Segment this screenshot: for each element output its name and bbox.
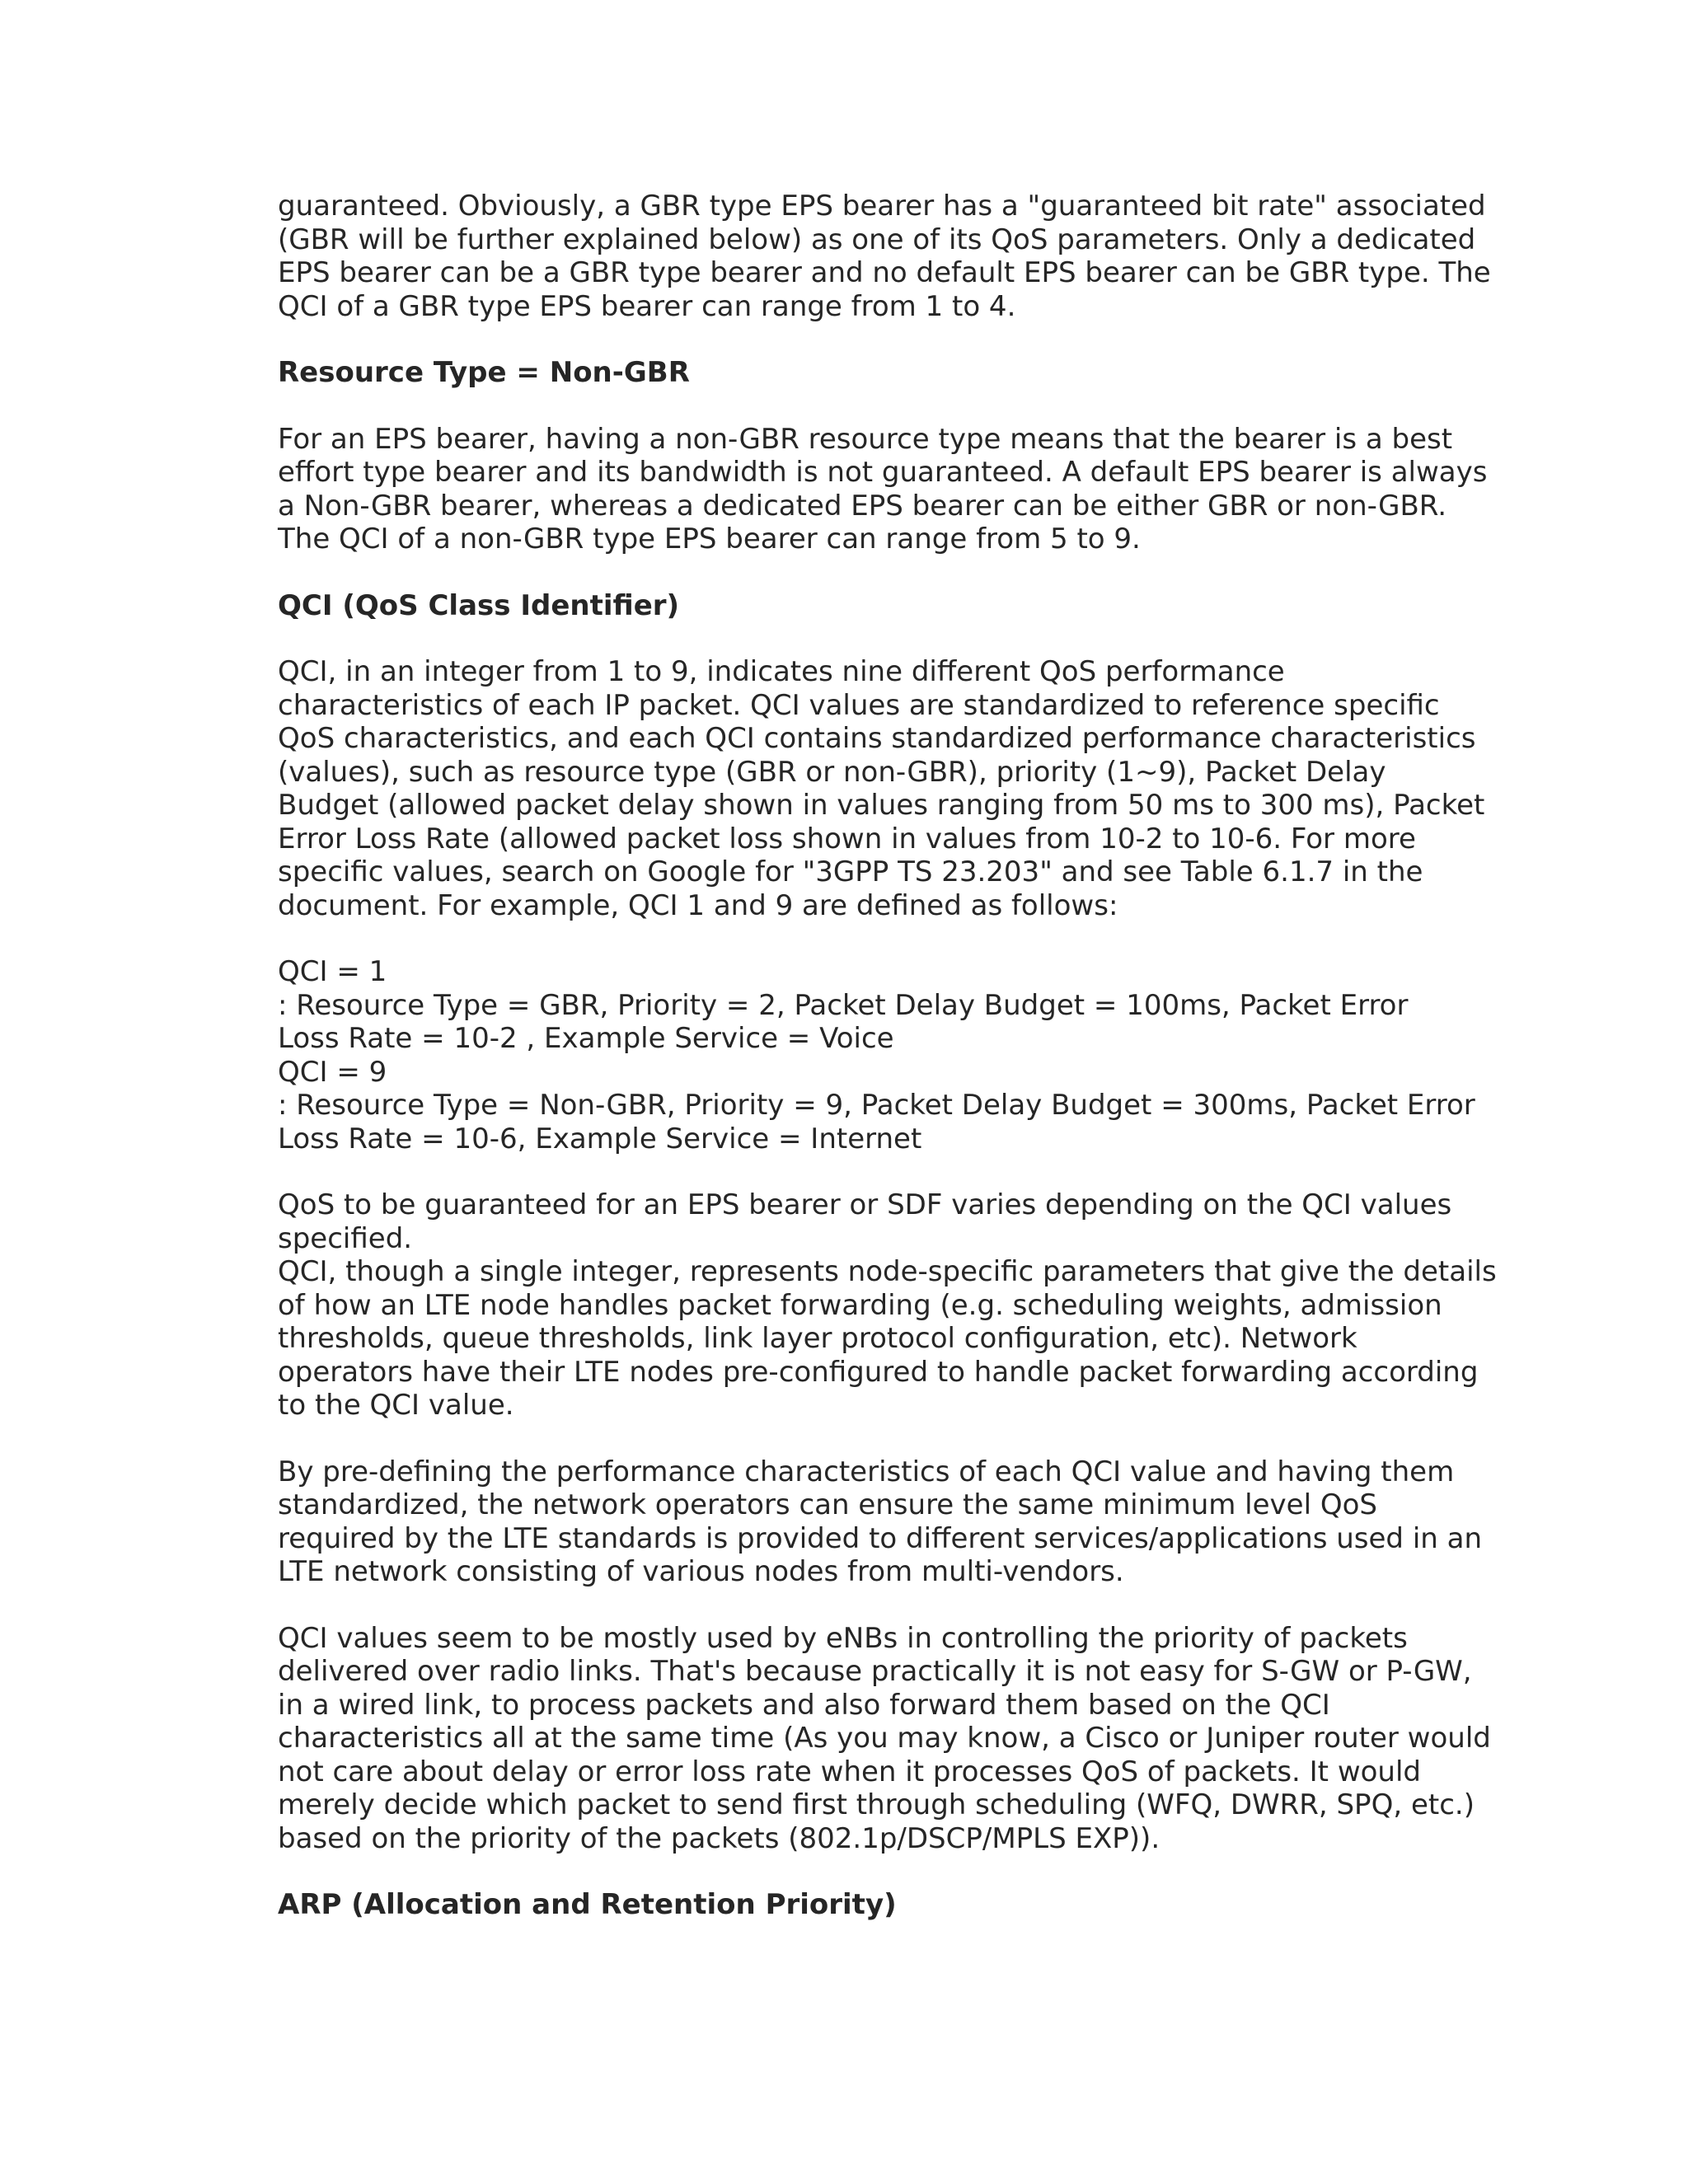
text-line: based on the priority of the packets (802.1p/DSCP/MPLS EXP)). — [278, 1821, 1160, 1855]
text-line: delivered over radio links. That's because practically it is not easy for S-GW or P-GW, — [278, 1655, 1472, 1688]
paragraph-predefining — [278, 1455, 1481, 1589]
text-line: QCI values seem to be mostly used by eNBs in controlling the priority of packets — [278, 1621, 1408, 1655]
text-line: required by the LTE standards is provided to different services/applications used in an — [278, 1521, 1483, 1555]
paragraph-qci-definition — [278, 655, 1485, 922]
text-line: in a wired link, to process packets and also forward them based on the QCI — [278, 1688, 1330, 1722]
text-line: QCI, though a single integer, represents node-specific parameters that give the details — [278, 1255, 1497, 1288]
text-line: to the QCI value. — [278, 1389, 514, 1422]
text-line: (values), such as resource type (GBR or non-GBR), priority (1~9), Packet Delay — [278, 755, 1386, 789]
text-line: specific values, search on Google for "3GPP TS 23.203" and see Table 6.1.7 in the — [278, 855, 1423, 888]
paragraph-non-gbr-bearer — [278, 422, 1488, 556]
text-line: guaranteed. Obviously, a GBR type EPS bearer has a "guaranteed bit rate" associated — [278, 190, 1486, 223]
text-line: The QCI of a non-GBR type EPS bearer can range from 5 to 9. — [278, 523, 1141, 555]
heading-arp: ARP (Allocation and Retention Priority) — [278, 1888, 897, 1921]
paragraph-qci-examples — [278, 955, 1481, 1155]
text-line: Loss Rate = 10-6, Example Service = Internet — [278, 1122, 922, 1155]
text-line: merely decide which packet to send first through scheduling (WFQ, DWRR, SPQ, etc.) — [278, 1788, 1475, 1821]
paragraph-gbr-bearer — [278, 190, 1491, 323]
text-line: specified. — [278, 1221, 413, 1255]
text-line: a Non-GBR bearer, whereas a dedicated EPS bearer can be either GBR or non-GBR. — [278, 489, 1447, 523]
text-line: standardized, the network operators can ensure the same minimum level QoS — [278, 1488, 1377, 1521]
text-line: QoS characteristics, and each QCI contains standardized performance characteristics — [278, 722, 1476, 755]
text-line: EPS bearer can be a GBR type bearer and no default EPS bearer can be GBR type. The — [278, 256, 1491, 289]
text-line: QCI = 1 — [278, 955, 387, 988]
text-line: not care about delay or error loss rate when it processes QoS of packets. It would — [278, 1755, 1422, 1788]
text-line: : Resource Type = Non-GBR, Priority = 9, Packet Delay Budget = 300ms, Packet Error — [278, 1089, 1475, 1122]
text-line: QCI, in an integer from 1 to 9, indicates nine different QoS performance — [278, 655, 1285, 688]
text-line: effort type bearer and its bandwidth is not guaranteed. A default EPS bearer is always — [278, 456, 1488, 489]
heading-qci: QCI (QoS Class Identifier) — [278, 588, 680, 622]
paragraph-qos-guarantee — [278, 1188, 1497, 1422]
text-line: : Resource Type = GBR, Priority = 2, Packet Delay Budget = 100ms, Packet Error — [278, 988, 1409, 1022]
text-line: By pre-defining the performance characteristics of each QCI value and having them — [278, 1455, 1455, 1488]
text-line: operators have their LTE nodes pre-configured to handle packet forwarding according — [278, 1355, 1479, 1389]
text-line: For an EPS bearer, having a non-GBR resource type means that the bearer is a best — [278, 422, 1453, 456]
document-page — [278, 190, 1497, 1922]
text-line: LTE network consisting of various nodes from multi-vendors. — [278, 1555, 1124, 1588]
paragraph-qci-enb-usage — [278, 1621, 1491, 1856]
text-line: QCI = 9 — [278, 1055, 387, 1089]
text-line: document. For example, QCI 1 and 9 are defined as follows: — [278, 888, 1118, 922]
text-line: characteristics all at the same time (As you may know, a Cisco or Juniper router would — [278, 1722, 1491, 1755]
text-line: characteristics of each IP packet. QCI values are standardized to reference specific — [278, 688, 1440, 722]
heading-resource-type-non-gbr: Resource Type = Non-GBR — [278, 356, 690, 389]
text-line: of how an LTE node handles packet forwarding (e.g. scheduling weights, admission — [278, 1288, 1442, 1322]
text-line: Error Loss Rate (allowed packet loss shown in values from 10-2 to 10-6. For more — [278, 822, 1416, 855]
text-line: (GBR will be further explained below) as one of its QoS parameters. Only a dedicated — [278, 223, 1476, 256]
text-line: QCI of a GBR type EPS bearer can range from 1 to 4. — [278, 289, 1016, 323]
text-line: Budget (allowed packet delay shown in values ranging from 50 ms to 300 ms), Packet — [278, 789, 1485, 822]
text-line: thresholds, queue thresholds, link layer protocol configuration, etc). Network — [278, 1322, 1357, 1355]
text-line: QoS to be guaranteed for an EPS bearer or SDF varies depending on the QCI values — [278, 1188, 1452, 1221]
text-line: Loss Rate = 10-2 , Example Service = Voice — [278, 1022, 894, 1055]
